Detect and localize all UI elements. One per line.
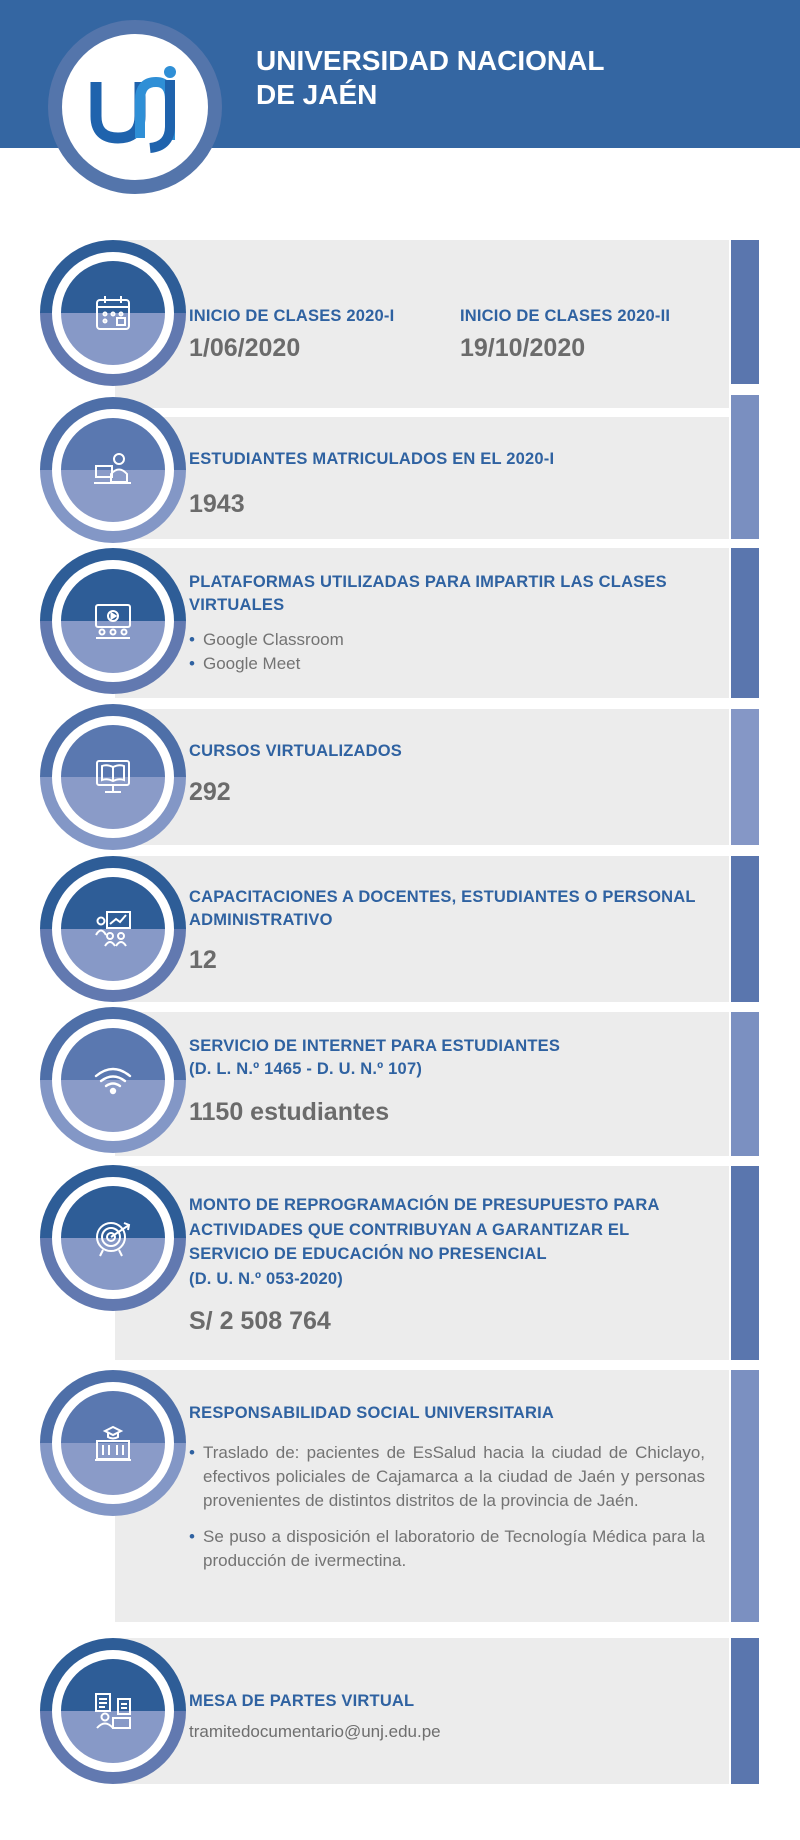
icon-badge-capacitaciones: [40, 856, 186, 1002]
label-plataformas-line1: PLATAFORMAS UTILIZADAS PARA IMPARTIR LAS CLASES: [189, 573, 667, 591]
icon-badge-mesa: [40, 1638, 186, 1784]
value-cursos: 292: [189, 778, 231, 806]
sidebar-accent: [731, 395, 759, 539]
card-cursos: [115, 709, 729, 845]
value-matriculados: 1943: [189, 490, 245, 518]
sidebar-accent: [731, 1370, 759, 1622]
calendar-icon: [93, 293, 133, 333]
label-internet-line2: (D. L. N.º 1465 - D. U. N.º 107): [189, 1060, 423, 1078]
card-internet: [115, 1012, 729, 1156]
label-inicio-2020-I: INICIO DE CLASES 2020-I: [189, 307, 395, 325]
sidebar-accent: [731, 709, 759, 845]
label-capacitaciones-line1: CAPACITACIONES A DOCENTES, ESTUDIANTES O PERSONAL: [189, 888, 696, 906]
label-mesa: MESA DE PARTES VIRTUAL: [189, 1692, 415, 1710]
university-building-icon: [93, 1423, 133, 1463]
training-icon: [93, 909, 133, 949]
video-class-icon: [93, 601, 133, 641]
icon-badge-internet: [40, 1007, 186, 1153]
sidebar-accent: [731, 1012, 759, 1156]
responsabilidad-list: [189, 1441, 705, 1573]
label-monto: [189, 1193, 660, 1291]
icon-badge-matriculados: [40, 397, 186, 543]
label-matriculados: ESTUDIANTES MATRICULADOS EN EL 2020-I: [189, 450, 555, 468]
value-capacitaciones: 12: [189, 946, 217, 974]
label-internet-line1: SERVICIO DE INTERNET PARA ESTUDIANTES: [189, 1037, 561, 1055]
sidebar-accent: [731, 1638, 759, 1784]
card-matriculados: [115, 417, 729, 539]
ebook-icon: [93, 757, 133, 797]
student-computer-icon: [93, 450, 133, 490]
label-capacitaciones: [189, 886, 696, 932]
label-monto-line1: MONTO DE REPROGRAMACIÓN DE PRESUPUESTO PARA: [189, 1196, 660, 1214]
icon-badge-monto: [40, 1165, 186, 1311]
label-monto-line3: SERVICIO DE EDUCACIÓN NO PRESENCIAL: [189, 1245, 547, 1263]
sidebar-accent: [731, 1166, 759, 1360]
icon-badge-cursos: [40, 704, 186, 850]
sidebar-accent: [731, 240, 759, 384]
label-plataformas-line2: VIRTUALES: [189, 596, 285, 614]
label-monto-line2: ACTIVIDADES QUE CONTRIBUYAN A GARANTIZAR EL: [189, 1220, 630, 1239]
value-monto: S/ 2 508 764: [189, 1307, 331, 1335]
wifi-icon: [93, 1060, 133, 1100]
icon-badge-inicio: [40, 240, 186, 386]
email-link[interactable]: tramitedocumentario@unj.edu.pe: [189, 1722, 441, 1741]
sidebar-accent: [731, 548, 759, 698]
value-internet: 1150 estudiantes: [189, 1098, 390, 1126]
target-icon: [93, 1218, 133, 1258]
sidebar-accent: [731, 856, 759, 1002]
label-responsabilidad: RESPONSABILIDAD SOCIAL UNIVERSITARIA: [189, 1404, 555, 1422]
label-capacitaciones-line2: ADMINISTRATIVO: [189, 911, 333, 929]
title-line-2: DE JAÉN: [256, 79, 378, 110]
list-item: • Traslado de: pacientes de EsSalud hacia la ciudad de Chiclayo, efectivos policiales de Cajamarca a la ciudad de Jaén y personas provenientes de distintos distritos de la provincia de Jaén.: [189, 1441, 705, 1513]
label-internet: [189, 1035, 560, 1081]
icon-badge-plataformas: [40, 548, 186, 694]
label-cursos: CURSOS VIRTUALIZADOS: [189, 742, 403, 760]
document-desk-icon: [93, 1691, 133, 1731]
list-item: • Se puso a disposición el laboratorio de Tecnología Médica para la producción de ivermectina.: [189, 1525, 705, 1573]
university-title: [256, 44, 604, 112]
unj-logo-icon: [62, 34, 208, 180]
list-item: • Google Meet: [189, 652, 344, 676]
university-logo: [48, 20, 222, 194]
label-inicio-2020-II: INICIO DE CLASES 2020-II: [460, 307, 671, 325]
list-item: • Google Classroom: [189, 628, 344, 652]
label-plataformas: [189, 571, 667, 617]
icon-badge-responsabilidad: [40, 1370, 186, 1516]
value-inicio-2020-II: 19/10/2020: [460, 334, 586, 362]
value-inicio-2020-I: 1/06/2020: [189, 334, 301, 362]
label-monto-line4: (D. U. N.º 053-2020): [189, 1269, 343, 1288]
title-line-1: UNIVERSIDAD NACIONAL: [256, 45, 605, 76]
plataformas-list: [189, 628, 344, 676]
